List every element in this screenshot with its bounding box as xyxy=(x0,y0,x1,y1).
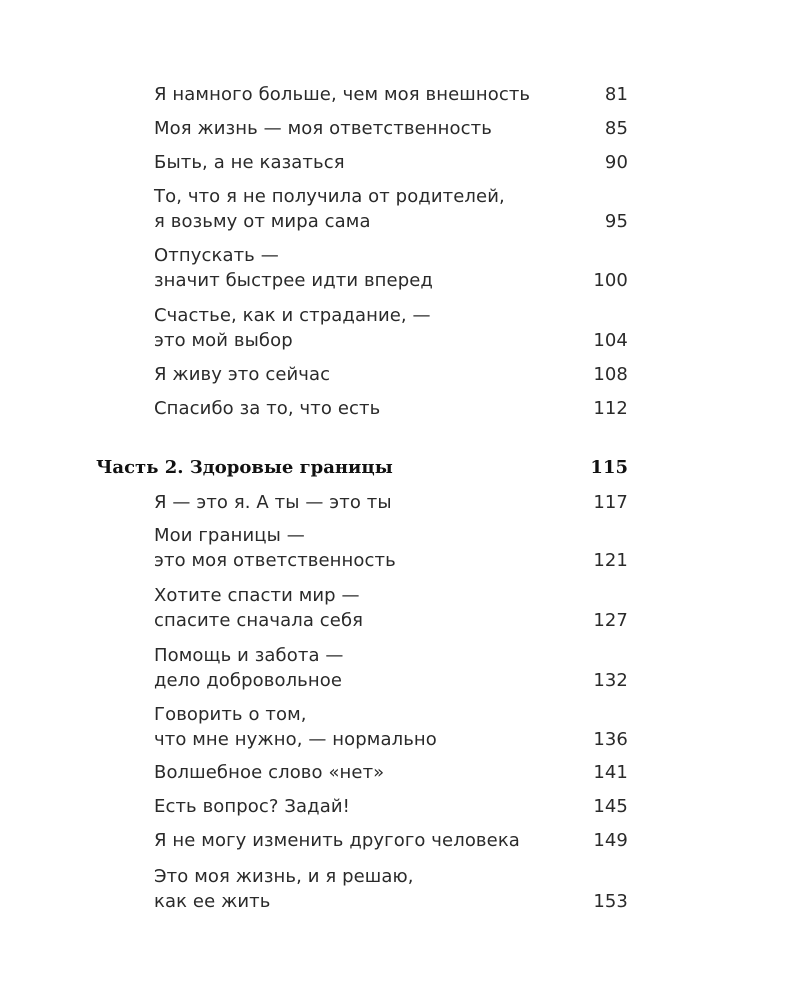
toc-entry[interactable] xyxy=(154,150,628,175)
toc-entry-page: 127 xyxy=(593,610,628,631)
toc-entry-title: Говорить о том, что мне нужно, — нормально xyxy=(154,704,437,750)
toc-entry-title: Помощь и забота — дело добровольное xyxy=(154,645,344,691)
part-heading-page: 115 xyxy=(590,457,628,478)
toc-entry-page: 121 xyxy=(593,550,628,571)
toc-entry-title: Я намного больше, чем моя внешность xyxy=(154,84,531,105)
toc-entry-title: Быть, а не казаться xyxy=(154,152,345,173)
toc-entry-title: Спасибо за то, что есть xyxy=(154,398,381,419)
toc-entry-page: 145 xyxy=(593,796,628,817)
toc-entry-page: 153 xyxy=(593,891,628,912)
toc-entry-page: 81 xyxy=(604,84,628,105)
toc-entry-page: 104 xyxy=(593,330,628,351)
toc-entry-title: Счастье, как и страдание, — это мой выбор xyxy=(154,305,431,351)
toc-entry[interactable] xyxy=(154,864,628,914)
toc-entry-title: Есть вопрос? Задай! xyxy=(154,796,350,817)
part-heading-title: Часть 2. Здоровые границы xyxy=(96,457,393,478)
toc-entry[interactable] xyxy=(154,828,628,853)
toc-entry-page: 112 xyxy=(593,398,628,419)
part-heading[interactable] xyxy=(96,455,628,480)
toc-entry-page: 90 xyxy=(604,152,628,173)
toc-entry[interactable] xyxy=(154,643,628,693)
toc-entry[interactable] xyxy=(154,82,628,107)
toc-entry[interactable] xyxy=(154,116,628,141)
toc-entry[interactable] xyxy=(154,702,628,752)
toc-entry-page: 132 xyxy=(593,670,628,691)
toc-entry[interactable] xyxy=(154,490,628,515)
toc-entry[interactable] xyxy=(154,794,628,819)
toc-entry-page: 149 xyxy=(593,830,628,851)
toc-entry-page: 117 xyxy=(593,492,628,513)
toc-entry-page: 100 xyxy=(593,270,628,291)
toc-entry-page: 108 xyxy=(593,364,628,385)
toc-entry[interactable] xyxy=(154,523,628,573)
toc-entry-title: Это моя жизнь, и я решаю, как ее жить xyxy=(154,866,414,912)
toc-entry[interactable] xyxy=(154,303,628,353)
toc-entry-page: 136 xyxy=(593,729,628,750)
toc-entry[interactable] xyxy=(154,362,628,387)
toc-entry-page: 85 xyxy=(604,118,628,139)
toc-entry-page: 95 xyxy=(604,211,628,232)
toc-entry-title: Я живу это сейчас xyxy=(154,364,331,385)
toc-entry[interactable] xyxy=(154,396,628,421)
toc-entry-title: Хотите спасти мир — спасите сначала себя xyxy=(154,585,364,631)
toc-entry-title: Мои границы — это моя ответственность xyxy=(154,525,396,571)
toc-entry[interactable] xyxy=(154,583,628,633)
toc-entry-page: 141 xyxy=(593,762,628,783)
toc-entry-title: Моя жизнь — моя ответственность xyxy=(154,118,492,139)
toc-entry-title: Я — это я. А ты — это ты xyxy=(154,492,392,513)
toc-entry-title: Отпускать — значит быстрее идти вперед xyxy=(154,245,433,291)
toc-entry-title: Волшебное слово «нет» xyxy=(154,762,385,783)
toc-entry-title: Я не могу изменить другого человека xyxy=(154,830,520,851)
toc-entry[interactable] xyxy=(154,760,628,785)
toc-entry[interactable] xyxy=(154,243,628,293)
toc-entry[interactable] xyxy=(154,184,628,234)
toc-entry-title: То, что я не получила от родителей, я возьму от мира сама xyxy=(154,186,505,232)
